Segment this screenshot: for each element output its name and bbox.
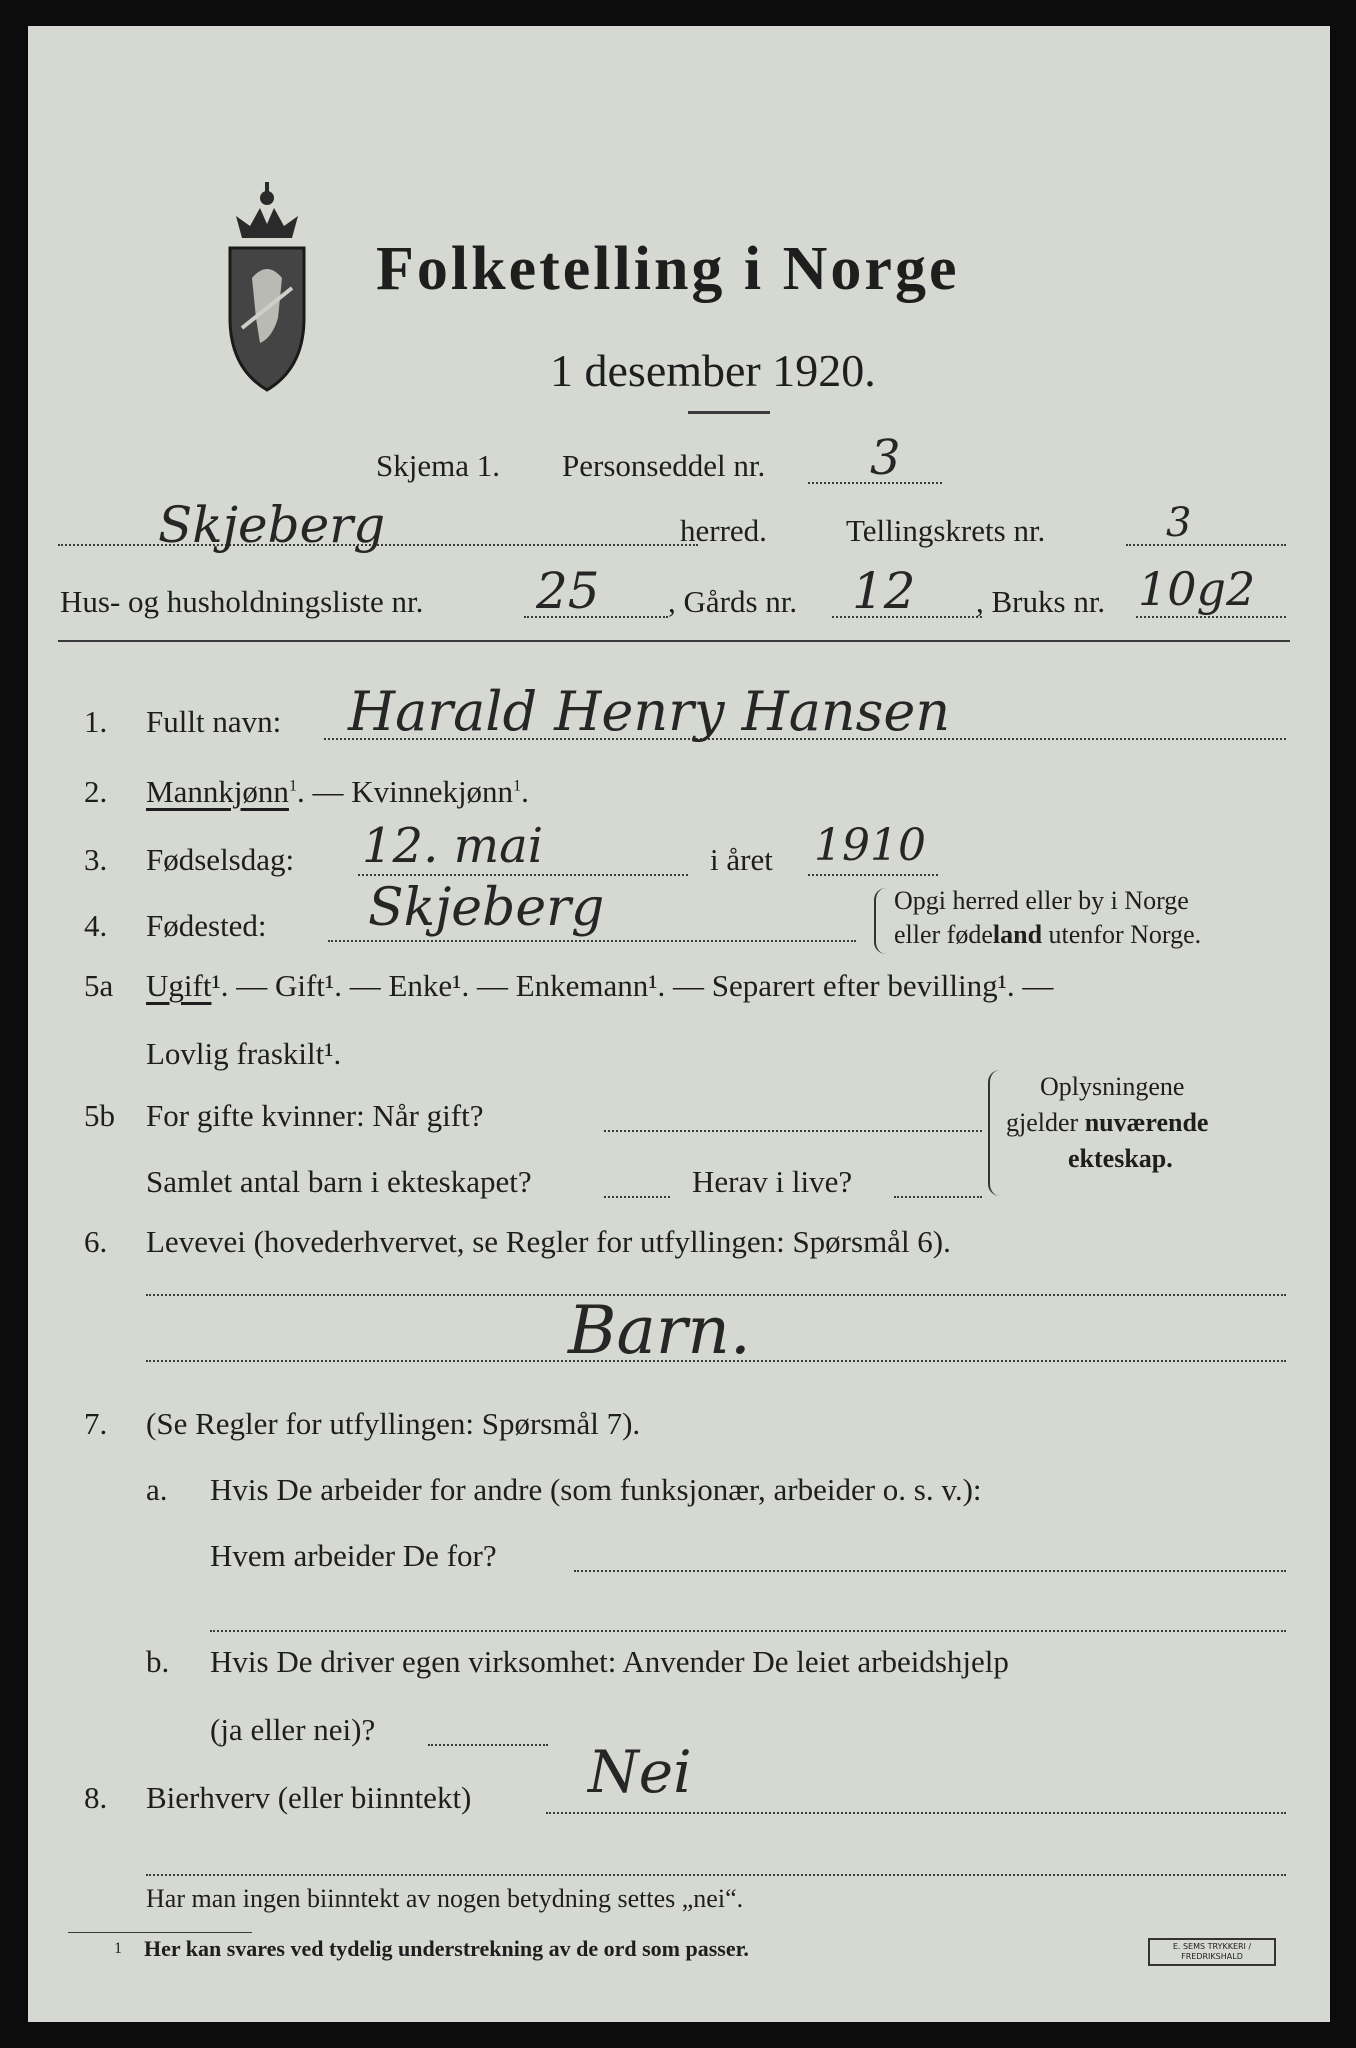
q2-female-option: Kvinnekjønn bbox=[351, 774, 514, 809]
personseddel-value: 3 bbox=[870, 430, 901, 486]
q5b-children-line bbox=[604, 1196, 670, 1198]
printer-mark: E. SEMS TRYKKERI / FREDRIKSHALD bbox=[1148, 1938, 1276, 1966]
title-rule bbox=[688, 411, 770, 414]
q7a-line2: Hvem arbeider De for? bbox=[210, 1538, 497, 1573]
hus-label: Hus- og husholdningsliste nr. bbox=[60, 584, 424, 619]
q5b-married-line bbox=[604, 1130, 982, 1132]
herred-value: Skjeberg bbox=[158, 496, 386, 554]
q7a-line bbox=[574, 1570, 1286, 1572]
q1-label: Fullt navn: bbox=[146, 704, 282, 739]
q3-label: Fødselsdag: bbox=[146, 842, 295, 877]
q8-line bbox=[546, 1812, 1286, 1814]
q6-number: 6. bbox=[84, 1224, 108, 1259]
q6-label: Levevei (hovederhvervet, se Regler for utfyllingen: Spørsmål 6). bbox=[146, 1224, 951, 1259]
q4-note-line1: Opgi herred eller by i Norge bbox=[894, 886, 1189, 915]
q3-year-value: 1910 bbox=[814, 820, 926, 871]
tellingskrets-label: Tellingskrets nr. bbox=[846, 513, 1046, 548]
q7-label: (Se Regler for utfyllingen: Spørsmål 7). bbox=[146, 1406, 641, 1441]
q3-number: 3. bbox=[84, 842, 108, 877]
schema-label: Skjema 1. bbox=[376, 448, 500, 483]
q2-number: 2. bbox=[84, 774, 108, 809]
bruks-value: 10g2 bbox=[1138, 562, 1256, 616]
q4-label: Fødested: bbox=[146, 908, 267, 943]
personseddel-label: Personseddel nr. bbox=[562, 448, 766, 483]
footnote-number: 1 bbox=[114, 1940, 122, 1957]
hus-value: 25 bbox=[536, 562, 600, 620]
q5b-note2: gjelder nuværende bbox=[1006, 1108, 1209, 1137]
bruks-line bbox=[1136, 616, 1286, 618]
q8-label: Bierhverv (eller biinntekt) bbox=[146, 1780, 472, 1815]
q5b-alive-label: Herav i live? bbox=[692, 1164, 853, 1199]
census-form bbox=[28, 26, 1330, 2022]
gards-label: , Gårds nr. bbox=[668, 584, 798, 619]
q5b-note3: ekteskap. bbox=[1068, 1144, 1173, 1173]
q5a-line2: Lovlig fraskilt¹. bbox=[146, 1036, 342, 1071]
q5a-ugift-option: Ugift bbox=[146, 968, 212, 1003]
q7b-letter: b. bbox=[146, 1644, 170, 1679]
q8-value: Nei bbox=[588, 1738, 692, 1806]
q3-year-label: i året bbox=[710, 842, 773, 877]
q5b-note1: Oplysningene bbox=[1040, 1072, 1185, 1101]
q8-number: 8. bbox=[84, 1780, 108, 1815]
q3-year-line bbox=[808, 874, 938, 876]
q2-male-option: Mannkjønn bbox=[146, 774, 289, 809]
norwegian-coat-of-arms-icon bbox=[212, 168, 322, 398]
q1-value: Harald Henry Hansen bbox=[348, 680, 951, 743]
q7-number: 7. bbox=[84, 1406, 108, 1441]
q3-line bbox=[358, 874, 688, 876]
tellingskrets-line bbox=[1126, 544, 1286, 546]
q6-value: Barn. bbox=[568, 1292, 751, 1369]
q7a-line-extra bbox=[210, 1630, 1286, 1632]
census-date: 1 desember 1920. bbox=[550, 345, 876, 396]
q1-number: 1. bbox=[84, 704, 108, 739]
q7b-line1: Hvis De driver egen virksomhet: Anvender De leiet arbeidshjelp bbox=[210, 1644, 1009, 1679]
q2-options: Mannkjønn$^1$. — Kvinnekjønn$^1$. bbox=[146, 774, 529, 809]
q7b-line bbox=[428, 1744, 548, 1746]
form-title: Folketelling i Norge bbox=[376, 235, 960, 303]
q5b-children-label: Samlet antal barn i ekteskapet? bbox=[146, 1164, 532, 1199]
q5b-line1: For gifte kvinner: Når gift? bbox=[146, 1098, 484, 1133]
tellingskrets-value: 3 bbox=[1166, 500, 1192, 546]
q4-number: 4. bbox=[84, 908, 108, 943]
bruks-label: , Bruks nr. bbox=[976, 584, 1106, 619]
q7a-line1: Hvis De arbeider for andre (som funksjonær, arbeider o. s. v.): bbox=[210, 1472, 982, 1507]
q3-value: 12. mai bbox=[362, 818, 544, 874]
q7a-letter: a. bbox=[146, 1472, 168, 1507]
section-divider bbox=[58, 640, 1290, 642]
footnote-text: Her kan svares ved tydelig understrekning av de ord som passer. bbox=[144, 1936, 749, 1961]
footnote-rule bbox=[68, 1932, 252, 1933]
q5a-number: 5a bbox=[84, 968, 114, 1003]
q7b-line2: (ja eller nei)? bbox=[210, 1712, 376, 1747]
q4-note-line2: eller fødeland utenfor Norge. bbox=[894, 920, 1202, 949]
q4-value: Skjeberg bbox=[368, 878, 605, 938]
q5b-alive-line bbox=[894, 1196, 982, 1198]
q5b-brace bbox=[988, 1070, 1000, 1196]
biinntekt-note: Har man ingen biinntekt av nogen betydning settes „nei“. bbox=[146, 1884, 744, 1913]
q8-line-extra bbox=[146, 1874, 1286, 1876]
q4-line bbox=[328, 940, 856, 942]
herred-label: herred. bbox=[680, 513, 767, 548]
q5b-number: 5b bbox=[84, 1098, 115, 1133]
q5a-options: Ugift¹. — Gift¹. — Enke¹. — Enkemann¹. — Separert efter bevilling¹. — bbox=[146, 968, 1054, 1003]
gards-value: 12 bbox=[852, 562, 916, 620]
q4-brace bbox=[874, 888, 886, 954]
